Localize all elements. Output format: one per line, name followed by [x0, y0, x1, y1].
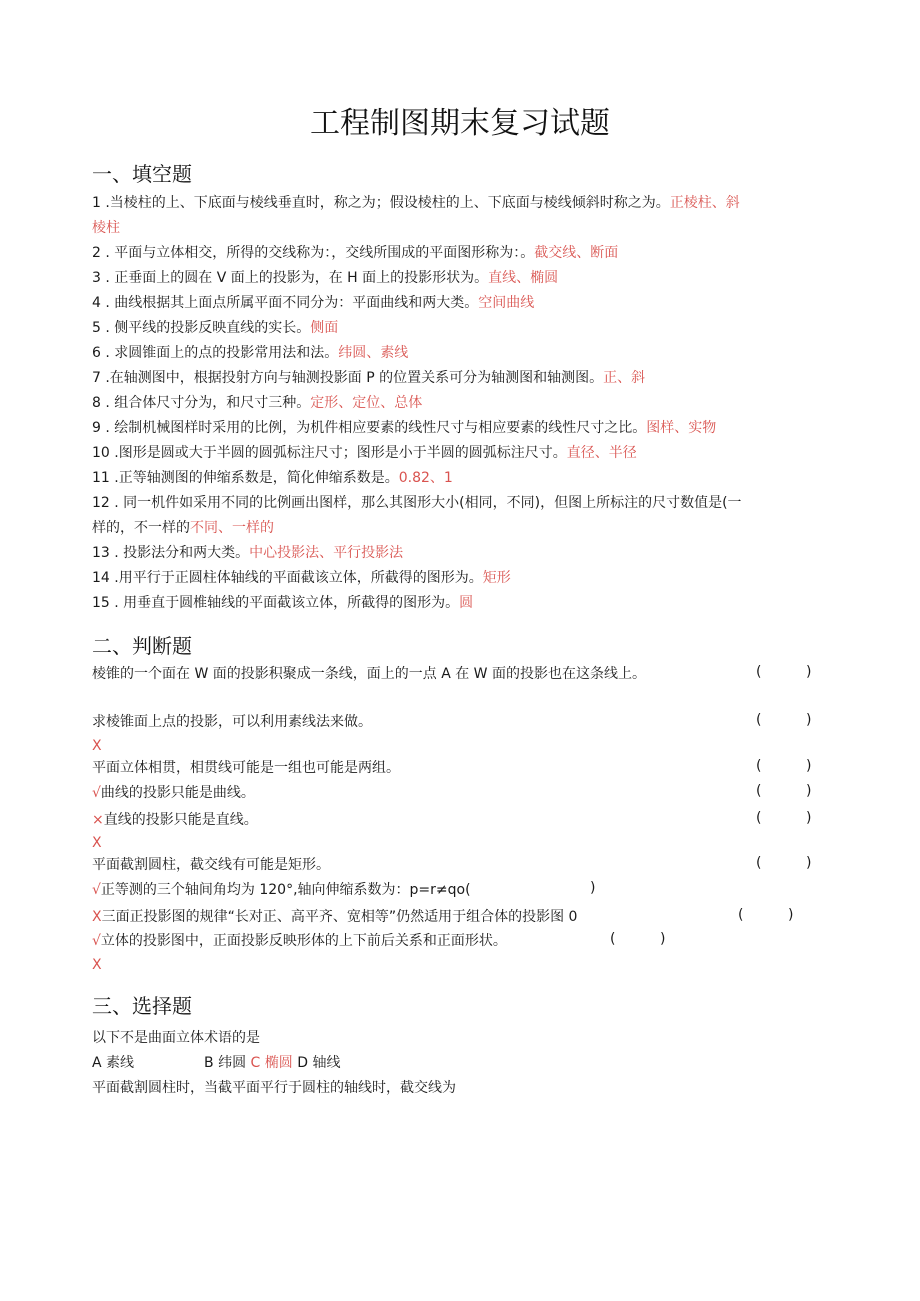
- option-b: B 纬圆: [204, 1055, 247, 1071]
- judge-mark-line: [92, 833, 102, 853]
- answer-text: 0.82、1: [398, 470, 453, 486]
- answer-mark: ×: [92, 812, 104, 828]
- question-text: 样的，不一样的: [92, 520, 190, 536]
- choice-question-2: 平面截割圆柱时，当截平面平行于圆柱的轴线时，截交线为: [92, 1080, 456, 1096]
- question-text: 正等测的三个轴间角均为 120°,轴向伸缩系数为：p=r≠qo(: [100, 882, 471, 898]
- choice-question-1: 以下不是曲面立体术语的是: [92, 1030, 260, 1046]
- answer-mark: √: [92, 933, 101, 949]
- question-text: 求棱锥面上点的投影，可以利用素线法来做。: [92, 714, 372, 730]
- judge-item: [92, 712, 372, 732]
- judge-mark-line: [92, 955, 102, 975]
- fill-item-6: [92, 343, 408, 363]
- answer-parentheses: ( ): [610, 931, 666, 947]
- question-text: 5 . 侧平线的投影反映直线的实长。: [92, 320, 311, 336]
- answer-text: 中心投影法、平行投影法: [249, 545, 404, 561]
- judge-item: [92, 758, 400, 778]
- option-a: A 素线: [92, 1055, 135, 1071]
- fill-item-11: [92, 468, 453, 488]
- question-text: 直线的投影只能是直线。: [103, 812, 258, 828]
- fill-item-8: [92, 393, 422, 413]
- question-text: 棱锥的一个面在 W 面的投影积聚成一条线，面上的一点 A 在 W 面的投影也在这条线上。: [92, 666, 646, 682]
- answer-parentheses: ( ): [756, 855, 812, 871]
- question-text: 立体的投影图中，正面投影反映形体的上下前后关系和正面形状。: [100, 933, 507, 949]
- fill-item-12: [92, 493, 742, 513]
- question-text: 1 .当棱柱的上、下底面与棱线垂直时，称之为；假设棱柱的上、下底面与棱线倾斜时称之为。: [92, 195, 670, 211]
- answer-text: 正棱柱、斜: [669, 195, 740, 211]
- judge-item: [92, 855, 330, 875]
- fill-item-15: [92, 593, 473, 613]
- question-text: 15 . 用垂直于圆椎轴线的平面截该立体，所截得的图形为。: [92, 595, 460, 611]
- answer-mark: √: [92, 785, 101, 801]
- judge-item: [92, 664, 646, 684]
- answer-parentheses: ( ): [756, 783, 812, 799]
- judge-item: [92, 931, 507, 951]
- question-text: 9 . 绘制机械图样时采用的比例，为机件相应要素的线性尺寸与相应要素的线性尺寸之比。: [92, 420, 647, 436]
- answer-mark: X: [92, 835, 102, 851]
- judge-item: [92, 783, 255, 803]
- section-heading-fill: 一、填空题: [92, 162, 192, 186]
- choice-options-1: [92, 1053, 340, 1073]
- fill-item-12-cont: [92, 518, 274, 538]
- fill-item-14: [92, 568, 511, 588]
- answer-text: 截交线、断面: [534, 245, 619, 261]
- option-d: D 轴线: [297, 1055, 341, 1071]
- answer-text: 侧面: [310, 320, 339, 336]
- question-text: 2 . 平面与立体相交，所得的交线称为：，交线所围成的平面图形称为：。: [92, 245, 535, 261]
- question-text: 13 . 投影法分和两大类。: [92, 545, 250, 561]
- answer-text: 正、斜: [603, 370, 646, 386]
- answer-text: 直线、椭圆: [488, 270, 559, 286]
- judge-item: [92, 810, 258, 830]
- question-text: 11 .正等轴测图的伸缩系数是，简化伸缩系数是。: [92, 470, 399, 486]
- fill-item-10: [92, 443, 637, 463]
- answer-text: 图样、实物: [646, 420, 717, 436]
- fill-item-9: [92, 418, 716, 438]
- question-text: 6 . 求圆锥面上的点的投影常用法和法。: [92, 345, 339, 361]
- answer-text: 棱柱: [92, 220, 120, 236]
- judge-item: [92, 880, 471, 900]
- answer-mark: √: [92, 882, 101, 898]
- option-c: C 椭圆: [250, 1055, 293, 1071]
- answer-mark: X: [92, 909, 102, 925]
- fill-item-4: [92, 293, 534, 313]
- answer-mark: X: [92, 738, 102, 754]
- document-title: 工程制图期末复习试题: [310, 106, 610, 141]
- question-text: 7 .在轴测图中，根据投射方向与轴测投影面 P 的位置关系可分为轴测图和轴测图。: [92, 370, 604, 386]
- fill-item-3: [92, 268, 558, 288]
- question-text: 平面截割圆柱，截交线有可能是矩形。: [92, 857, 330, 873]
- answer-text: 空间曲线: [478, 295, 535, 311]
- section-heading-choice: 三、选择题: [92, 994, 192, 1018]
- answer-parentheses: ( ): [738, 907, 794, 923]
- answer-text: 定形、定位、总体: [310, 395, 423, 411]
- question-text: 4 . 曲线根据其上面点所属平面不同分为：平面曲线和两大类。: [92, 295, 479, 311]
- fill-item-2: [92, 243, 618, 263]
- answer-mark: X: [92, 957, 102, 973]
- fill-item-1: [92, 193, 740, 213]
- question-text: 三面正投影图的规律“长对正、高平齐、宽相等”仍然适用于组合体的投影图 0: [101, 909, 578, 925]
- question-text: 10 .图形是圆或大于半圆的圆弧标注尺寸；图形是小于半圆的圆弧标注尺寸。: [92, 445, 567, 461]
- answer-text: 矩形: [482, 570, 511, 586]
- judge-item: [92, 907, 577, 927]
- fill-item-13: [92, 543, 403, 563]
- section-heading-judge: 二、判断题: [92, 634, 192, 658]
- question-text: 12 . 同一机件如采用不同的比例画出图样，那么其图形大小(相同，不同)，但图上所标注的尺寸数值是(一: [92, 495, 742, 511]
- answer-parentheses: ( ): [756, 810, 812, 826]
- fill-item-1-cont: [92, 218, 120, 238]
- question-text: 8 . 组合体尺寸分为，和尺寸三种。: [92, 395, 311, 411]
- fill-item-7: [92, 368, 645, 388]
- question-text: 14 .用平行于正圆柱体轴线的平面截该立体，所截得的图形为。: [92, 570, 483, 586]
- answer-parentheses: ): [590, 880, 596, 896]
- answer-parentheses: ( ): [756, 712, 812, 728]
- fill-item-5: [92, 318, 338, 338]
- answer-parentheses: ( ): [756, 664, 812, 680]
- answer-text: 直径、半径: [566, 445, 637, 461]
- question-text: 曲线的投影只能是曲线。: [100, 785, 255, 801]
- judge-mark-line: [92, 736, 102, 756]
- answer-parentheses: ( ): [756, 758, 812, 774]
- answer-text: 圆: [459, 595, 474, 611]
- answer-text: 不同、一样的: [190, 520, 274, 536]
- answer-text: 纬圆、素线: [338, 345, 409, 361]
- question-text: 平面立体相贯，相贯线可能是一组也可能是两组。: [92, 760, 400, 776]
- question-text: 3 . 正垂面上的圆在 V 面上的投影为，在 H 面上的投影形状为。: [92, 270, 489, 286]
